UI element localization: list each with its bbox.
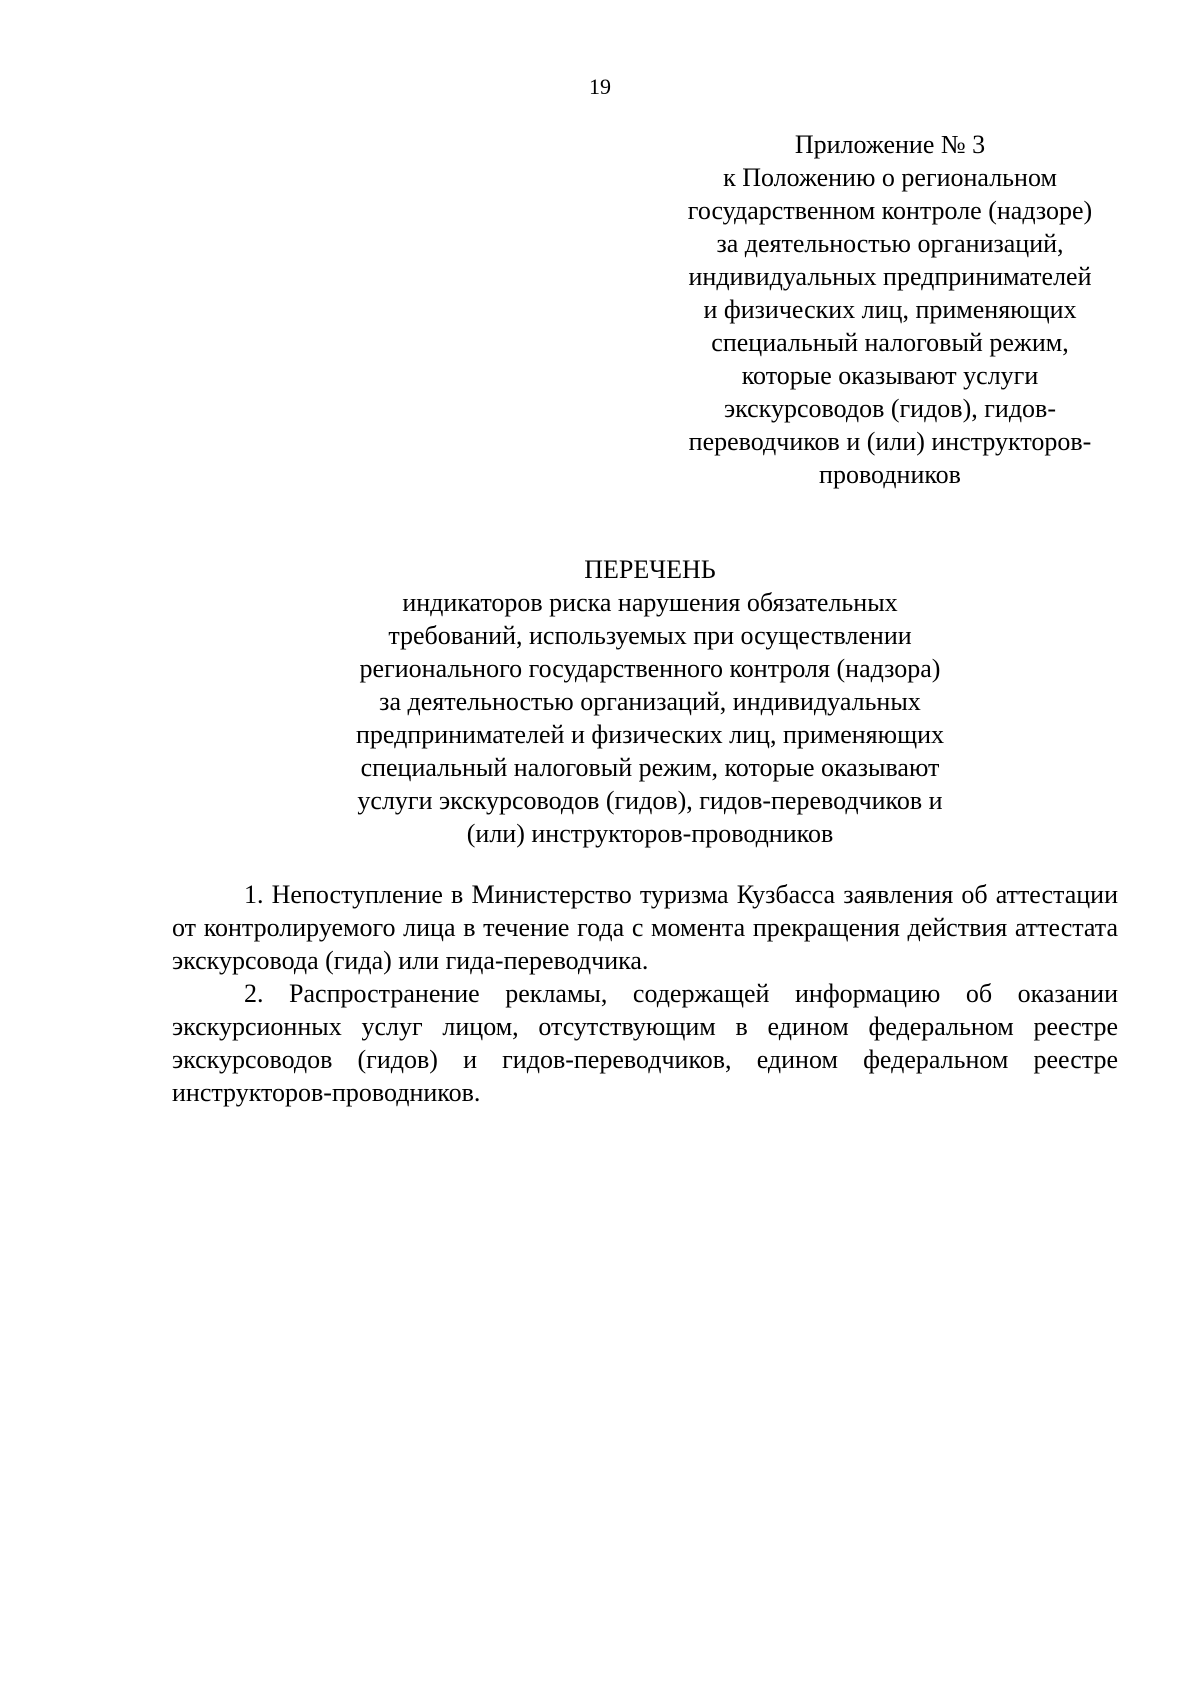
heading-line: предпринимателей и физических лиц, применяющих: [355, 720, 945, 749]
indicator-list: [172, 878, 1118, 1109]
appendix-reference: [640, 128, 1140, 491]
page-number: 19: [589, 74, 611, 99]
heading-line: за деятельностью организаций, индивидуальных: [379, 687, 921, 716]
heading-line: регионального государственного контроля (надзора): [359, 654, 941, 683]
appendix-line: проводников: [819, 460, 961, 489]
heading-line: специальный налоговый режим, которые оказывают: [360, 753, 940, 782]
indicator-item: 1. Непоступление в Министерство туризма Кузбасса заявления об аттестации от контролируемого лица в течение года с момента прекращения действия аттестата экскурсовода (гида) или гида-переводчика.: [172, 880, 1118, 975]
document-heading: [250, 553, 1050, 850]
heading-line: требований, используемых при осуществлении: [388, 621, 912, 650]
appendix-line: специальный налоговый режим,: [711, 328, 1069, 357]
heading-line: услуги экскурсоводов (гидов), гидов-переводчиков и: [357, 786, 943, 815]
appendix-line: государственном контроле (надзоре): [687, 196, 1093, 225]
appendix-line: экскурсоводов (гидов), гидов-: [724, 394, 1056, 423]
appendix-line: к Положению о региональном: [723, 163, 1057, 192]
heading-line: индикаторов риска нарушения обязательных: [402, 588, 898, 617]
appendix-line: Приложение № 3: [794, 130, 986, 159]
appendix-line: переводчиков и (или) инструкторов-: [688, 427, 1092, 456]
heading-title: ПЕРЕЧЕНЬ: [584, 555, 716, 584]
appendix-line: индивидуальных предпринимателей: [688, 262, 1092, 291]
indicator-item: 2. Распространение рекламы, содержащей информацию об оказании экскурсионных услуг лицом, отсутствующим в едином федеральном реестре экскурсоводов (гидов) и гидов-переводчиков, едином федеральном реестре инструкторов-проводников.: [172, 979, 1118, 1107]
heading-line: (или) инструкторов-проводников: [466, 819, 834, 848]
appendix-line: и физических лиц, применяющих: [703, 295, 1077, 324]
appendix-line: которые оказывают услуги: [741, 361, 1039, 390]
appendix-line: за деятельностью организаций,: [716, 229, 1064, 258]
